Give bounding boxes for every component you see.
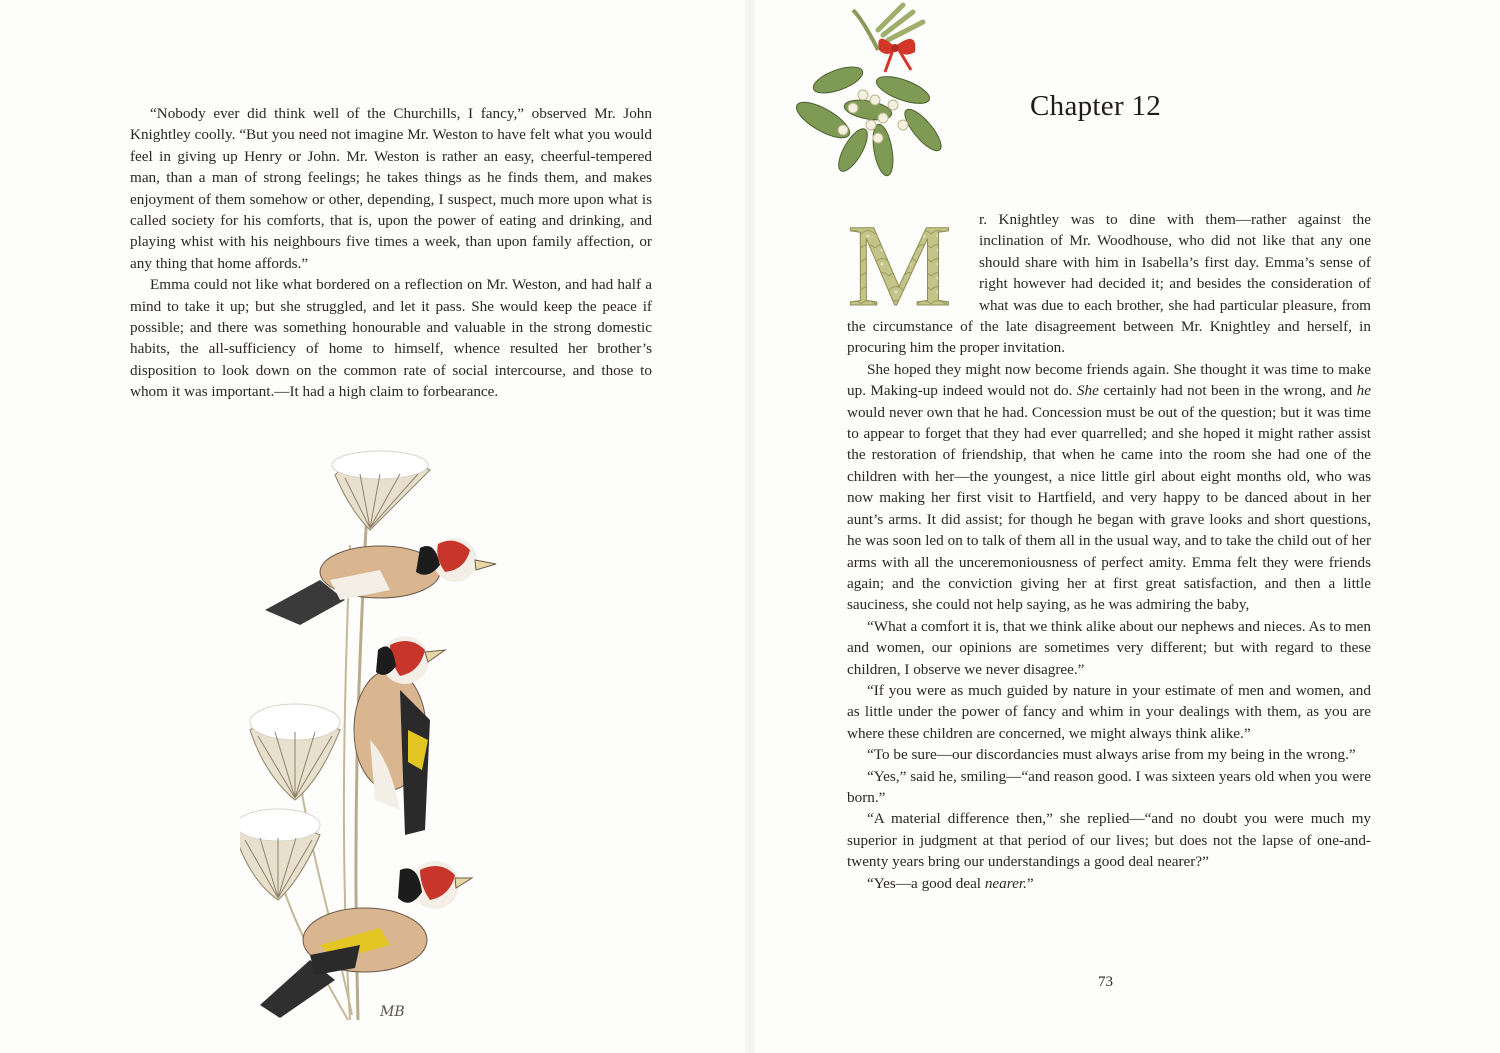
chapter-title: Chapter 12: [1030, 90, 1162, 122]
goldfinch-top: [265, 538, 496, 625]
right-paragraph: “A material difference then,” she replied—“and no doubt you were much my superior in judgment at that period of our lives; but does not the lapse of one-and-twenty years bring our understandings a good deal nearer?”: [847, 810, 1371, 871]
opening-text: r. Knightley was to dine with them—rather against the inclination of Mr. Woodhouse, who did not like that any one should share with him in Isabella’s first day. Emma’s sense of right however had decided it; and besides the consideration of what was due to each brother, she had particular pleasure, from the circumstance of the late disagreement between Mr. Knightley and herself, in procuring him the proper invitation.: [847, 211, 1371, 357]
mistletoe-illustration: [783, 0, 953, 190]
dropcap-illustrated-letter: [847, 213, 971, 313]
goldfinch-middle: [354, 636, 445, 835]
seed-head-middle: [250, 704, 340, 800]
left-text-block: [130, 103, 652, 403]
right-paragraph: She hoped they might now become friends again. She thought it was time to make up. Making-up indeed would not do. She certainly had not been in the wrong, and he would never own that he had. Concession must be out of the question; but it was time to appear to forget that they had ever quarrelled; and she hoped it might rather assist the restoration of friendship, that when he came into the room she had one of the children with her—the youngest, a nice little girl about eight months old, who was now making her first visit to Hartfield, and very happy to be danced about in her aunt’s arms. It did assist; for though he began with grave looks and short questions, he was soon led on to talk of them all in the usual way, and to take the child out of her arms with all the unceremoniousness of perfect amity. Emma felt they were friends again; and the conviction giving her at first great satisfaction, and then a little sauciness, she could not help saying, as he was admiring the baby,: [847, 360, 1372, 614]
right-paragraph: “Yes,” said he, smiling—“and reason good. I was sixteen years old when you were born.”: [847, 767, 1371, 806]
right-page: [755, 0, 1500, 1053]
left-paragraph: Emma could not like what bordered on a reflection on Mr. Weston, and had half a mind to take it up; but she struggled, and let it pass. She would keep the peace if possible; and there was something honourable and valuable in the strong domestic habits, the all-sufficiency of home to himself, whence resulted her brother’s disposition to look down on the common rate of social intercourse, and those to whom it was important.—It had a high claim to forbearance.: [130, 276, 652, 401]
red-bow-icon: [878, 39, 915, 72]
right-paragraph: “If you were as much guided by nature in your estimate of men and women, and as little under the power of fancy and whim in your dealings with them, as you are where these children are concerned, we might always think alike.”: [847, 681, 1371, 742]
seed-head-bottom: [240, 809, 320, 900]
dropcap-letter: M: [847, 213, 952, 313]
right-text-block: [847, 209, 1371, 894]
book-gutter: [745, 0, 755, 1053]
right-paragraph: “What a comfort it is, that we think alike about our nephews and nieces. As to men and women, our opinions are sometimes very different; but with regard to these children, I observe we never disagree.”: [847, 617, 1371, 678]
right-paragraph: “Yes—a good deal nearer.”: [867, 874, 1034, 892]
chapter-opening-paragraph: [847, 209, 1371, 359]
seed-head-top: [332, 451, 430, 530]
page-number: 73: [1098, 974, 1113, 990]
right-paragraph: “To be sure—our discordancies must always arise from my being in the wrong.”: [867, 746, 1356, 764]
left-page: [0, 0, 745, 1053]
left-paragraph: “Nobody ever did think well of the Churchills, I fancy,” observed Mr. John Knightley coolly. “But you need not imagine Mr. Weston to have felt what you would feel in giving up Henry or John. Mr. Weston is rather an easy, cheerful-tempered man, than a man of strong feelings; he takes things as he finds them, and makes enjoyment of them somehow or other, depending, I suspect, much more upon what is called society for his comforts, that is, upon the power of eating and drinking, and playing whist with his neighbours five times a week, than upon family affection, or any thing that home affords.”: [130, 105, 652, 272]
mistletoe-leaves: [792, 62, 947, 177]
goldfinches-illustration: [240, 440, 500, 1030]
illustration-signature: MB: [380, 1004, 405, 1020]
